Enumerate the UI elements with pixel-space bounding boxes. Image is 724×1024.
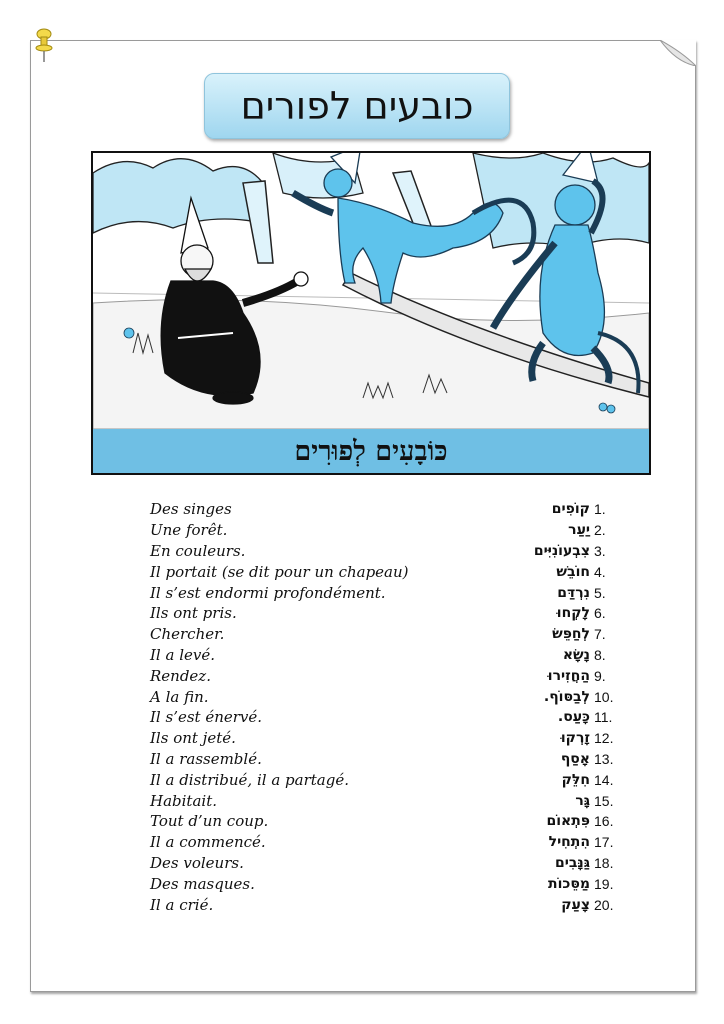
hebrew-entry bbox=[556, 564, 620, 580]
hebrew-word: פִּתְאוֹם bbox=[546, 813, 590, 830]
vocab-row bbox=[150, 790, 620, 811]
vocab-row bbox=[150, 686, 620, 707]
vocab-row bbox=[150, 603, 620, 624]
vocab-row bbox=[150, 541, 620, 562]
hebrew-entry bbox=[561, 751, 620, 767]
french-translation: Une forêt. bbox=[150, 521, 228, 540]
hebrew-word: זָרְקוּ bbox=[560, 730, 590, 747]
hebrew-word: צָעַק bbox=[561, 896, 590, 913]
french-translation: Il s’est énervé. bbox=[150, 708, 263, 727]
item-number: 5. bbox=[594, 584, 606, 601]
french-translation: Des voleurs. bbox=[150, 853, 244, 872]
french-translation: Tout d’un coup. bbox=[150, 812, 269, 831]
item-number: 16. bbox=[594, 813, 614, 830]
hebrew-word: גָּר bbox=[575, 792, 590, 809]
hebrew-entry bbox=[549, 834, 620, 850]
vocab-row bbox=[150, 582, 620, 603]
french-translation: Habitait. bbox=[150, 791, 217, 810]
hebrew-entry bbox=[558, 709, 620, 725]
hebrew-word: לָקְחוּ bbox=[556, 605, 590, 622]
hebrew-word: קוֹפִים bbox=[551, 501, 590, 518]
vocab-row bbox=[150, 520, 620, 541]
item-number: 18. bbox=[594, 854, 614, 871]
french-translation: Rendez. bbox=[150, 666, 211, 685]
hebrew-word: הַחֲזִירוּ bbox=[547, 667, 590, 684]
vocab-row bbox=[150, 853, 620, 874]
illustration-caption-strip bbox=[93, 429, 649, 473]
french-translation: Des masques. bbox=[150, 874, 255, 893]
hebrew-entry bbox=[568, 522, 620, 538]
vocab-row bbox=[150, 707, 620, 728]
hebrew-entry bbox=[544, 689, 620, 705]
hebrew-word: נָשָׂא bbox=[562, 646, 590, 663]
hebrew-word: כָּעַס. bbox=[557, 709, 590, 726]
title-banner bbox=[204, 73, 510, 139]
vocab-row bbox=[150, 873, 620, 894]
hebrew-entry bbox=[552, 626, 620, 642]
french-translation: Il portait (se dit pour un chapeau) bbox=[150, 562, 409, 581]
item-number: 13. bbox=[594, 750, 614, 767]
illustration-caption: כּוֹבָעִים לְפוּרִים bbox=[294, 435, 448, 467]
hebrew-word: חִלֵּק bbox=[561, 771, 590, 788]
french-translation: Il a rassemblé. bbox=[150, 749, 262, 768]
item-number: 7. bbox=[594, 626, 606, 643]
french-translation: Il a crié. bbox=[150, 895, 214, 914]
hebrew-word: מַסֵּכוֹת bbox=[548, 875, 590, 892]
vocab-row bbox=[150, 624, 620, 645]
french-translation: Chercher. bbox=[150, 625, 225, 644]
item-number: 6. bbox=[594, 605, 606, 622]
french-translation: Ils ont jeté. bbox=[150, 729, 236, 748]
hebrew-entry bbox=[563, 647, 620, 663]
item-number: 20. bbox=[594, 896, 614, 913]
item-number: 14. bbox=[594, 771, 614, 788]
item-number: 8. bbox=[594, 646, 606, 663]
item-number: 17. bbox=[594, 834, 614, 851]
hebrew-word: נִרְדַּם bbox=[557, 584, 590, 601]
vocab-row bbox=[150, 749, 620, 770]
item-number: 11. bbox=[594, 709, 613, 726]
hebrew-entry bbox=[555, 855, 620, 871]
item-number: 19. bbox=[594, 875, 614, 892]
hebrew-word: הִתְחִיל bbox=[548, 834, 590, 851]
vocab-row bbox=[150, 894, 620, 915]
item-number: 15. bbox=[594, 792, 614, 809]
item-number: 3. bbox=[594, 542, 606, 559]
french-translation: Il a distribué, il a partagé. bbox=[150, 770, 349, 789]
item-number: 9. bbox=[594, 667, 606, 684]
hebrew-entry bbox=[534, 543, 620, 559]
vocab-row bbox=[150, 728, 620, 749]
french-translation: Des singes bbox=[150, 500, 232, 519]
hebrew-word: יַעַר bbox=[568, 522, 590, 539]
french-translation: Ils ont pris. bbox=[150, 604, 237, 623]
french-translation: Il s’est endormi profondément. bbox=[150, 583, 386, 602]
hebrew-entry bbox=[562, 772, 620, 788]
hebrew-word: לְחַפֵּשׂ bbox=[552, 626, 590, 643]
hebrew-entry bbox=[557, 605, 620, 621]
hebrew-word: חוֹבֵשׁ bbox=[556, 563, 590, 580]
page-curl bbox=[660, 40, 696, 66]
page-title: כובעים לפורים bbox=[240, 84, 474, 128]
french-translation: Il a commencé. bbox=[150, 833, 266, 852]
hebrew-entry bbox=[548, 668, 620, 684]
hebrew-entry bbox=[557, 585, 620, 601]
vocab-row bbox=[150, 645, 620, 666]
item-number: 2. bbox=[594, 522, 606, 539]
french-translation: En couleurs. bbox=[150, 541, 246, 560]
hebrew-word: צִבְעוֹנִיִּים bbox=[533, 542, 590, 559]
item-number: 10. bbox=[594, 688, 614, 705]
hebrew-word: אָסַף bbox=[560, 750, 590, 767]
hebrew-word: לְבַסּוֹף. bbox=[543, 688, 590, 705]
vocab-row bbox=[150, 769, 620, 790]
french-translation: Il a levé. bbox=[150, 645, 215, 664]
hebrew-word: גַּנָּבִים bbox=[554, 854, 590, 871]
vocab-row bbox=[150, 499, 620, 520]
illustration bbox=[91, 151, 651, 475]
french-translation: A la fin. bbox=[150, 687, 209, 706]
vocab-row bbox=[150, 832, 620, 853]
item-number: 12. bbox=[594, 730, 614, 747]
pushpin-icon bbox=[33, 28, 55, 64]
vocab-row bbox=[150, 811, 620, 832]
vocab-row bbox=[150, 561, 620, 582]
item-number: 4. bbox=[594, 563, 606, 580]
monkeys-and-hatseller-drawing bbox=[93, 153, 649, 429]
hebrew-entry bbox=[561, 897, 620, 913]
hebrew-entry bbox=[548, 876, 620, 892]
hebrew-entry bbox=[552, 501, 620, 517]
vocab-row bbox=[150, 665, 620, 686]
item-number: 1. bbox=[594, 501, 606, 518]
hebrew-entry bbox=[575, 793, 620, 809]
hebrew-entry bbox=[561, 730, 620, 746]
vocabulary-list bbox=[150, 499, 620, 915]
hebrew-entry bbox=[546, 813, 620, 829]
